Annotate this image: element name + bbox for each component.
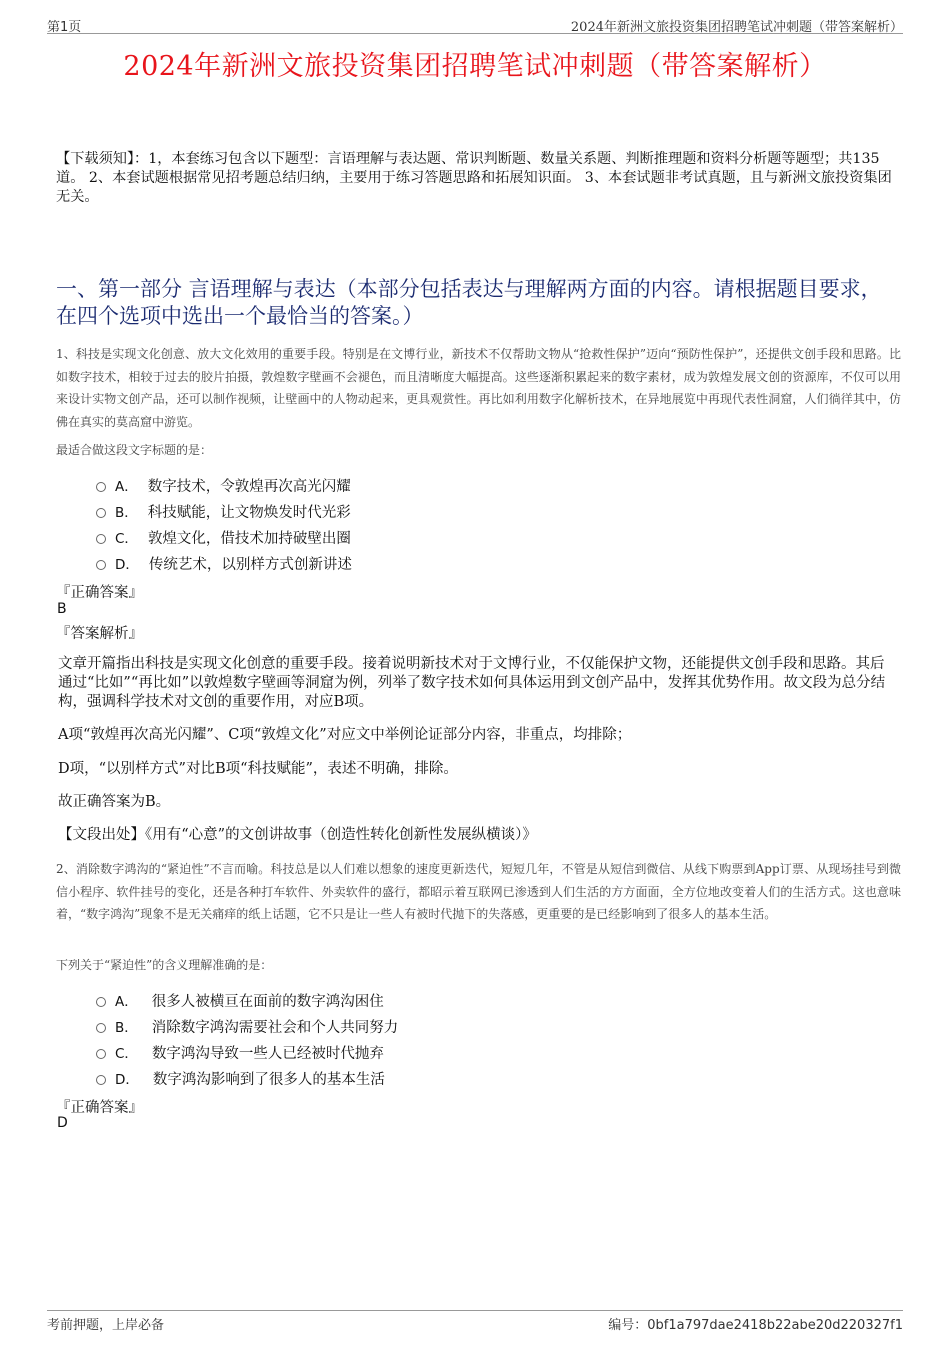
radio-icon[interactable] — [96, 508, 106, 518]
question-2-text: 2、消除数字鸿沟的“紧迫性”不言而喻。科技总是以人们难以想象的速度更新迭代，短短几年，不管是从短信到微信、从线下购票到App订票、从现场挂号到微信小程序、软件挂号的变化，还是各种打车软件、外卖软件的盛行，都昭示着互联网已渗透到人们生活的方方面面，全方位地改变着人们的生活方式。这也意味着，“数字鸿沟”现象不是无关痛痒的纸上话题，它不只是让一些人有被时代抛下的失落感，更重要的是已经影响到了很多人的基本生活。 — [56, 862, 901, 921]
question-1-analysis-paragraph: D项，“以别样方式”对比B项“科技赋能”，表述不明确，排除。 — [58, 761, 458, 777]
question-2-option-a[interactable]: A． 很多人被横亘在面前的数字鸿沟困住 — [96, 989, 384, 1011]
page-number: 第1页 — [47, 20, 82, 35]
radio-icon[interactable] — [96, 1075, 106, 1085]
radio-icon[interactable] — [96, 1023, 106, 1033]
footer-divider — [47, 1310, 903, 1311]
question-2-answer-heading: 『正确答案』 — [56, 1100, 143, 1116]
question-1-option-c[interactable]: C． 敦煌文化，借技术加持破壁出圈 — [96, 526, 351, 548]
footer-code-value: 0bf1a797dae2418b22abe20d220327f1 — [647, 1318, 903, 1333]
question-2-answer: D — [57, 1115, 68, 1131]
question-1-option-d[interactable]: D． 传统艺术，以别样方式创新讲述 — [96, 552, 352, 574]
radio-icon[interactable] — [96, 534, 106, 544]
question-1-analysis-paragraph: 故正确答案为B。 — [58, 794, 171, 810]
question-2-option-c[interactable]: C． 数字鸿沟导致一些人已经被时代抛弃 — [96, 1041, 384, 1063]
download-notice: 【下载须知】：1，本套练习包含以下题型：言语理解与表达题、常识判断题、数量关系题、判断推理题和资料分析题等题型；共135道。 2、本套试题根据常见招考题总结归纳，主要用于练习答题思路和拓展知识面。 3、本套试题非考试真题，且与新洲文旅投资集团无关。 — [56, 151, 892, 205]
question-1-analysis-paragraph: 文章开篇指出科技是实现文化创意的重要手段。接着说明新技术对于文博行业，不仅能保护文物，还能提供文创手段和思路。其后通过“比如”“再比如”以敦煌数字壁画等洞窟为例，列举了数字技术如何具体运用到文创产品中，发挥其优势作用。故文段为总分结构，强调科学技术对文创的重要作用，对应B项。 — [58, 656, 886, 710]
question-1-answer-heading: 『正确答案』 — [56, 585, 143, 601]
footer-slogan: 考前押题，上岸必备 — [47, 1318, 165, 1333]
radio-icon[interactable] — [96, 1049, 106, 1059]
question-1-analysis-heading: 『答案解析』 — [56, 626, 143, 642]
header-doc-title: 2024年新洲文旅投资集团招聘笔试冲刺题（带答案解析） — [570, 20, 903, 35]
footer-code — [608, 1314, 903, 1333]
page-header — [47, 14, 903, 34]
radio-icon[interactable] — [96, 997, 106, 1007]
question-1-answer: B — [57, 601, 67, 617]
section-title: 一、第一部分 言语理解与表达（本部分包括表达与理解两方面的内容。请根据题目要求，在四个选项中选出一个最恰当的答案。） — [56, 277, 882, 328]
question-1-analysis-paragraph: A项“敦煌再次高光闪耀”、C项“敦煌文化”对应文中举例论证部分内容，非重点，均排除； — [58, 727, 632, 743]
radio-icon[interactable] — [96, 482, 106, 492]
radio-icon[interactable] — [96, 560, 106, 570]
question-1-source: 【文段出处】《用有“心意”的文创讲故事（创造性转化创新性发展纵横谈）》 — [58, 827, 537, 843]
question-2-prompt: 下列关于“紧迫性”的含义理解准确的是： — [56, 958, 273, 972]
question-1-option-b[interactable]: B． 科技赋能，让文物焕发时代光彩 — [96, 500, 351, 522]
question-1-option-a[interactable]: A． 数字技术，令敦煌再次高光闪耀 — [96, 474, 351, 496]
question-1-text: 1、科技是实现文化创意、放大文化效用的重要手段。特别是在文博行业，新技术不仅帮助文物从“抢救性保护”迈向“预防性保护”，还提供文创手段和思路。比如数字技术，相较于过去的胶片拍摄，敦煌数字壁画不会褪色，而且清晰度大幅提高。这些逐渐积累起来的数字素材，成为敦煌发展文创的资源库，不仅可以用来设计实物文创产品，还可以制作视频，让壁画中的人物动起来，更具观赏性。再比如利用数字化解析技术，在异地展览中再现代表性洞窟，人们徜徉其中，仿佛在真实的莫高窟中游览。 — [56, 347, 901, 429]
question-2-option-d[interactable]: D． 数字鸿沟影响到了很多人的基本生活 — [96, 1067, 385, 1089]
question-1-prompt: 最适合做这段文字标题的是： — [56, 443, 213, 457]
document-title: 2024年新洲文旅投资集团招聘笔试冲刺题（带答案解析） — [123, 51, 827, 82]
question-2-option-b[interactable]: B． 消除数字鸿沟需要社会和个人共同努力 — [96, 1015, 398, 1037]
footer-code-label: 编号： — [608, 1318, 648, 1333]
